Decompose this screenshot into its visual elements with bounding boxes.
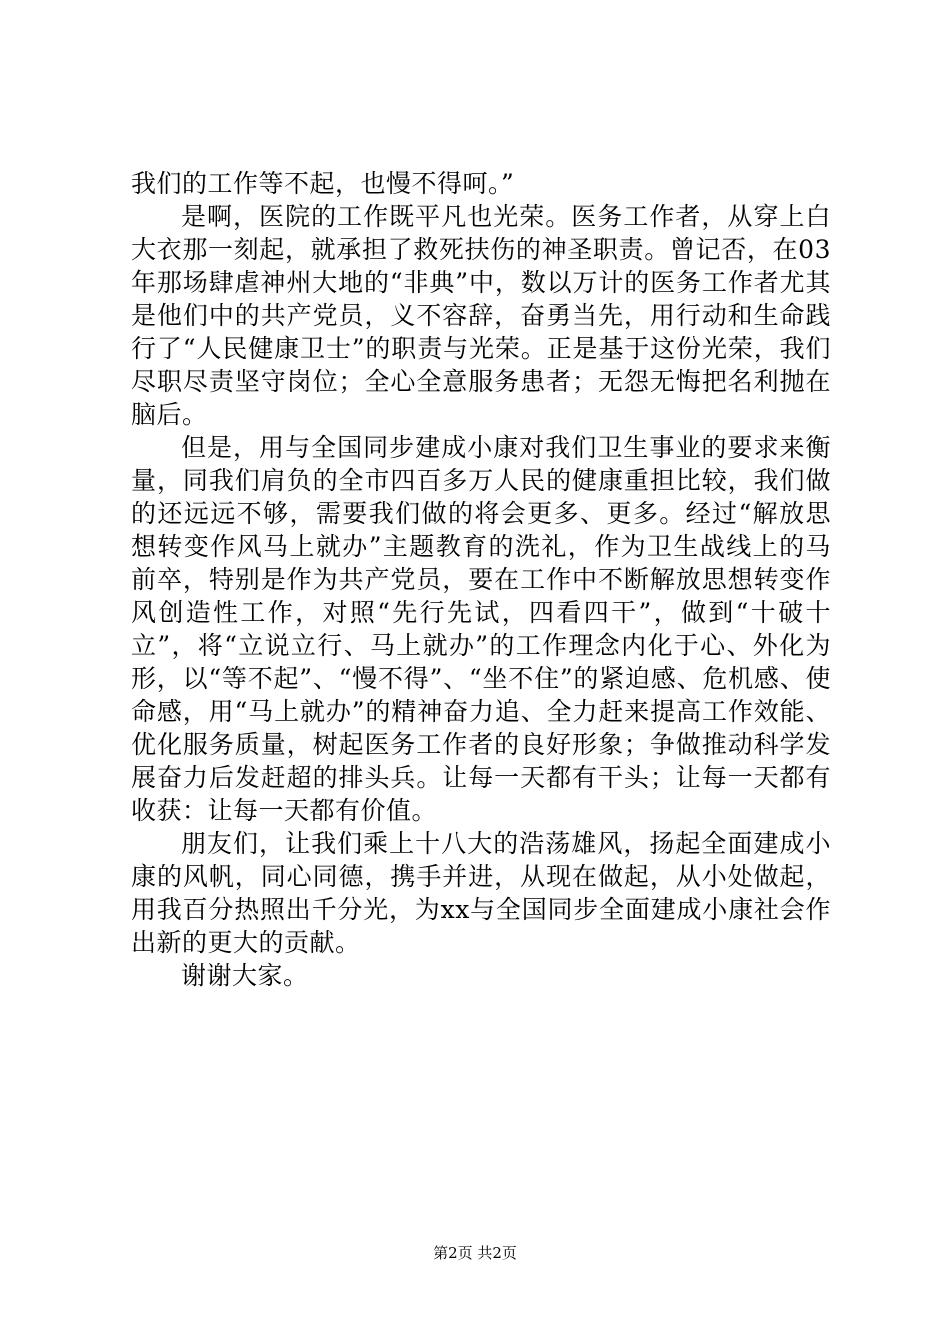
paragraph-4: 朋友们，让我们乘上十八大的浩荡雄风，扬起全面建成小康的风帆，同心同德，携手并进，从现在做起，从小处做起，用我百分热照出千分光，为xx与全国同步全面建成小康社会作出新的更大的贡献。 [131,829,831,957]
page-number-footer: 第2页 共2页 [433,1244,517,1262]
paragraph-2: 是啊，医院的工作既平凡也光荣。医务工作者，从穿上白大衣那一刻起，就承担了救死扶伤的神圣职责。曾记否，在03年那场肆虐神州大地的“非典”中，数以万计的医务工作者尤其是他们中的共产党员，义不容辞，奋勇当先，用行动和生命践行了“人民健康卫士”的职责与光荣。正是基于这份光荣，我们尽职尽责坚守岗位；全心全意服务患者；无怨无悔把名利抛在脑后。 [131,202,831,429]
paragraph-1: 我们的工作等不起，也慢不得呵。” [131,169,515,198]
document-body [131,167,831,992]
paragraph-5: 谢谢大家。 [181,961,309,990]
paragraph-3: 但是，用与全国同步建成小康对我们卫生事业的要求来衡量，同我们肩负的全市四百多万人民的健康重担比较，我们做的还远远不够，需要我们做的将会更多、更多。经过“解放思想转变作风马上就办”主题教育的洗礼，作为卫生战线上的马前卒，特别是作为共产党员，要在工作中不断解放思想转变作风创造性工作，对照“先行先试，四看四干”，做到“十破十立”，将“立说立行、马上就办”的工作理念内化于心、外化为形，以“等不起”、“慢不得”、“坐不住”的紧迫感、危机感、使命感，用“马上就办”的精神奋力追、全力赶来提高工作效能、优化服务质量，树起医务工作者的良好形象；争做推动科学发展奋力后发赶超的排头兵。让每一天都有干头；让每一天都有收获：让每一天都有价值。 [131,433,831,825]
